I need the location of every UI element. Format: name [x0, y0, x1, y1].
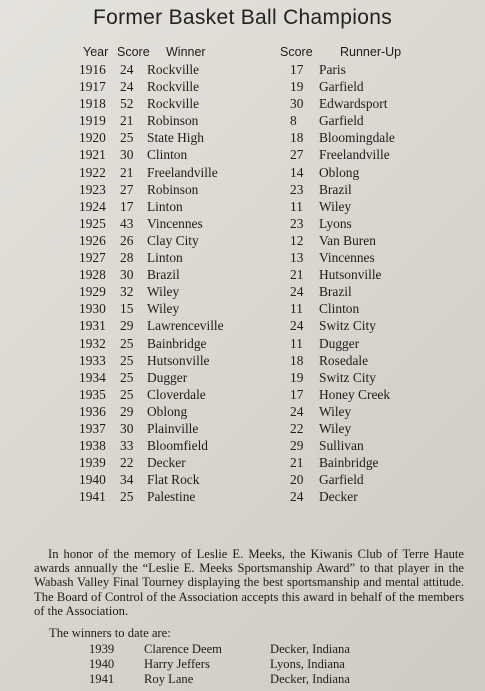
- runner-score-cell: 8: [290, 113, 297, 129]
- table-row: [0, 404, 485, 421]
- year-cell: 1939: [79, 455, 106, 471]
- year-cell: 1923: [79, 181, 106, 197]
- runner-up-cell: Edwardsport: [319, 96, 388, 112]
- year-cell: 1917: [79, 79, 106, 95]
- winner-cell: Wiley: [147, 301, 180, 317]
- runner-up-cell: Wiley: [319, 403, 352, 419]
- year-cell: 1930: [79, 301, 106, 317]
- runner-score-cell: 20: [290, 472, 304, 488]
- runner-score-cell: 11: [290, 198, 303, 214]
- table-row: [0, 96, 485, 113]
- award-year: 1941: [89, 672, 115, 686]
- award-winners-list: [0, 642, 485, 687]
- table-row: [0, 62, 485, 79]
- award-row: [0, 642, 485, 657]
- runner-score-cell: 19: [290, 79, 304, 95]
- winner-score-cell: 17: [120, 198, 134, 214]
- runner-score-cell: 18: [290, 130, 304, 146]
- winner-score-cell: 29: [120, 403, 134, 419]
- runner-up-cell: Bloomingdale: [319, 130, 395, 146]
- runner-up-cell: Lyons: [319, 215, 352, 231]
- year-cell: 1919: [79, 113, 106, 129]
- table-row: [0, 438, 485, 455]
- runner-up-cell: Switz City: [319, 369, 376, 385]
- award-row: [0, 672, 485, 687]
- runner-up-cell: Vincennes: [319, 250, 375, 266]
- winner-cell: Clay City: [147, 232, 199, 248]
- winner-cell: Flat Rock: [147, 472, 200, 488]
- runner-score-cell: 11: [290, 335, 303, 351]
- runner-score-cell: 21: [290, 455, 304, 471]
- winner-score-cell: 29: [120, 318, 134, 334]
- table-row: [0, 216, 485, 233]
- runner-score-cell: 24: [290, 403, 304, 419]
- winner-cell: Plainville: [147, 420, 199, 436]
- winner-score-cell: 28: [120, 250, 134, 266]
- award-name: Clarence Deem: [144, 642, 222, 656]
- award-row: [0, 657, 485, 672]
- winner-cell: Palestine: [147, 489, 196, 505]
- table-row: [0, 250, 485, 267]
- winner-score-cell: 21: [120, 164, 134, 180]
- winner-score-cell: 30: [120, 267, 134, 283]
- winner-cell: Rockville: [147, 62, 200, 77]
- runner-up-cell: Bainbridge: [319, 455, 379, 471]
- winner-score-cell: 25: [120, 130, 134, 146]
- runner-up-cell: Freelandville: [319, 147, 390, 163]
- winner-cell: Rockville: [147, 79, 200, 95]
- year-cell: 1941: [79, 489, 106, 505]
- runner-score-cell: 21: [290, 267, 304, 283]
- winner-score-cell: 33: [120, 438, 134, 454]
- winner-score-cell: 26: [120, 232, 134, 248]
- header-runner-score: Score: [280, 45, 313, 59]
- runner-up-cell: Garfield: [319, 113, 364, 129]
- year-cell: 1927: [79, 250, 106, 266]
- table-row: [0, 130, 485, 147]
- table-row: [0, 113, 485, 130]
- runner-score-cell: 22: [290, 420, 304, 436]
- award-name: Roy Lane: [144, 672, 194, 686]
- runner-up-cell: Wiley: [319, 420, 352, 436]
- header-runner-up: Runner-Up: [340, 45, 402, 59]
- award-name: Harry Jeffers: [144, 657, 210, 671]
- table-row: [0, 182, 485, 199]
- winner-score-cell: 22: [120, 455, 134, 471]
- runner-score-cell: 24: [290, 489, 304, 505]
- champions-table: [0, 62, 485, 506]
- runner-score-cell: 12: [290, 232, 304, 248]
- winner-cell: Linton: [147, 250, 183, 266]
- year-cell: 1925: [79, 215, 106, 231]
- runner-up-cell: Brazil: [319, 284, 352, 300]
- runner-up-cell: Brazil: [319, 181, 352, 197]
- winner-score-cell: 32: [120, 284, 134, 300]
- runner-score-cell: 29: [290, 438, 304, 454]
- winner-cell: Hutsonville: [147, 352, 210, 368]
- runner-up-cell: Paris: [319, 62, 346, 77]
- runner-up-cell: Honey Creek: [319, 386, 391, 402]
- year-cell: 1931: [79, 318, 106, 334]
- table-row: [0, 455, 485, 472]
- winner-score-cell: 43: [120, 215, 134, 231]
- year-cell: 1938: [79, 438, 106, 454]
- runner-up-cell: Switz City: [319, 318, 376, 334]
- runner-score-cell: 24: [290, 318, 304, 334]
- runner-score-cell: 14: [290, 164, 304, 180]
- winner-score-cell: 24: [120, 79, 134, 95]
- winner-score-cell: 52: [120, 96, 134, 112]
- table-row: [0, 233, 485, 250]
- table-row: [0, 165, 485, 182]
- runner-up-cell: Hutsonville: [319, 267, 382, 283]
- runner-score-cell: 17: [290, 62, 304, 77]
- winner-cell: Robinson: [147, 113, 199, 129]
- winner-score-cell: 27: [120, 181, 134, 197]
- year-cell: 1937: [79, 420, 106, 436]
- winner-cell: Decker: [147, 455, 186, 471]
- winner-cell: Bainbridge: [147, 335, 207, 351]
- table-row: [0, 421, 485, 438]
- memorial-paragraph: In honor of the memory of Leslie E. Meeks, the Kiwanis Club of Terre Haute awards annually the “Leslie E. Meeks Sportsmanship Award” to that player in the Wabash Valley Final Tourney displaying the best sportsmanship and mental attitude. The Board of Control of the Association accepts this award in behalf of the members of the Association.: [34, 547, 464, 618]
- winner-score-cell: 30: [120, 147, 134, 163]
- table-row: [0, 199, 485, 216]
- table-row: [0, 284, 485, 301]
- table-row: [0, 301, 485, 318]
- winner-cell: Dugger: [147, 369, 188, 385]
- year-cell: 1916: [79, 62, 106, 77]
- runner-score-cell: 30: [290, 96, 304, 112]
- year-cell: 1935: [79, 386, 106, 402]
- runner-score-cell: 13: [290, 250, 304, 266]
- winner-cell: Rockville: [147, 96, 200, 112]
- award-year: 1940: [89, 657, 115, 671]
- runner-score-cell: 11: [290, 301, 303, 317]
- winner-cell: Bloomfield: [147, 438, 208, 454]
- runner-up-cell: Van Buren: [319, 232, 376, 248]
- winner-cell: Freelandville: [147, 164, 218, 180]
- runner-up-cell: Rosedale: [319, 352, 369, 368]
- year-cell: 1934: [79, 369, 106, 385]
- winner-cell: Wiley: [147, 284, 180, 300]
- table-row: [0, 79, 485, 96]
- runner-up-cell: Oblong: [319, 164, 360, 180]
- header-winner-score: Score: [117, 45, 150, 59]
- winner-cell: Cloverdale: [147, 386, 206, 402]
- year-cell: 1921: [79, 147, 106, 163]
- table-row: [0, 336, 485, 353]
- year-cell: 1929: [79, 284, 106, 300]
- winner-score-cell: 21: [120, 113, 134, 129]
- winner-cell: Robinson: [147, 181, 199, 197]
- winner-score-cell: 25: [120, 335, 134, 351]
- winner-cell: Brazil: [147, 267, 180, 283]
- winner-cell: Oblong: [147, 403, 188, 419]
- winner-score-cell: 30: [120, 420, 134, 436]
- table-row: [0, 489, 485, 506]
- year-cell: 1926: [79, 232, 106, 248]
- runner-up-cell: Garfield: [319, 472, 364, 488]
- winner-score-cell: 25: [120, 352, 134, 368]
- table-row: [0, 370, 485, 387]
- winner-cell: Lawrenceville: [147, 318, 224, 334]
- year-cell: 1932: [79, 335, 106, 351]
- runner-up-cell: Garfield: [319, 79, 364, 95]
- table-row: [0, 387, 485, 404]
- runner-up-cell: Dugger: [319, 335, 360, 351]
- year-cell: 1918: [79, 96, 106, 112]
- table-row: [0, 472, 485, 489]
- award-town: Lyons, Indiana: [270, 657, 345, 671]
- table-row: [0, 318, 485, 335]
- award-year: 1939: [89, 642, 115, 656]
- runner-score-cell: 17: [290, 386, 304, 402]
- year-cell: 1924: [79, 198, 106, 214]
- winners-label: The winners to date are:: [49, 626, 171, 640]
- header-winner: Winner: [166, 45, 206, 59]
- page-title: Former Basket Ball Champions: [92, 6, 392, 29]
- table-row: [0, 353, 485, 370]
- winner-score-cell: 25: [120, 489, 134, 505]
- runner-score-cell: 18: [290, 352, 304, 368]
- winner-score-cell: 15: [120, 301, 134, 317]
- winner-score-cell: 34: [120, 472, 134, 488]
- runner-score-cell: 23: [290, 215, 304, 231]
- winner-cell: State High: [147, 130, 204, 146]
- runner-up-cell: Decker: [319, 489, 358, 505]
- winner-score-cell: 25: [120, 386, 134, 402]
- year-cell: 1940: [79, 472, 106, 488]
- runner-up-cell: Clinton: [319, 301, 360, 317]
- award-town: Decker, Indiana: [270, 672, 350, 686]
- winner-cell: Vincennes: [147, 215, 203, 231]
- winner-score-cell: 24: [120, 62, 134, 77]
- runner-score-cell: 19: [290, 369, 304, 385]
- header-year: Year: [83, 45, 109, 59]
- award-town: Decker, Indiana: [270, 642, 350, 656]
- runner-score-cell: 23: [290, 181, 304, 197]
- year-cell: 1920: [79, 130, 106, 146]
- table-row: [0, 147, 485, 164]
- year-cell: 1928: [79, 267, 106, 283]
- winner-score-cell: 25: [120, 369, 134, 385]
- runner-score-cell: 27: [290, 147, 304, 163]
- table-row: [0, 267, 485, 284]
- runner-up-cell: Sullivan: [319, 438, 364, 454]
- year-cell: 1936: [79, 403, 106, 419]
- winner-cell: Clinton: [147, 147, 188, 163]
- year-cell: 1922: [79, 164, 106, 180]
- runner-up-cell: Wiley: [319, 198, 352, 214]
- winner-cell: Linton: [147, 198, 183, 214]
- year-cell: 1933: [79, 352, 106, 368]
- runner-score-cell: 24: [290, 284, 304, 300]
